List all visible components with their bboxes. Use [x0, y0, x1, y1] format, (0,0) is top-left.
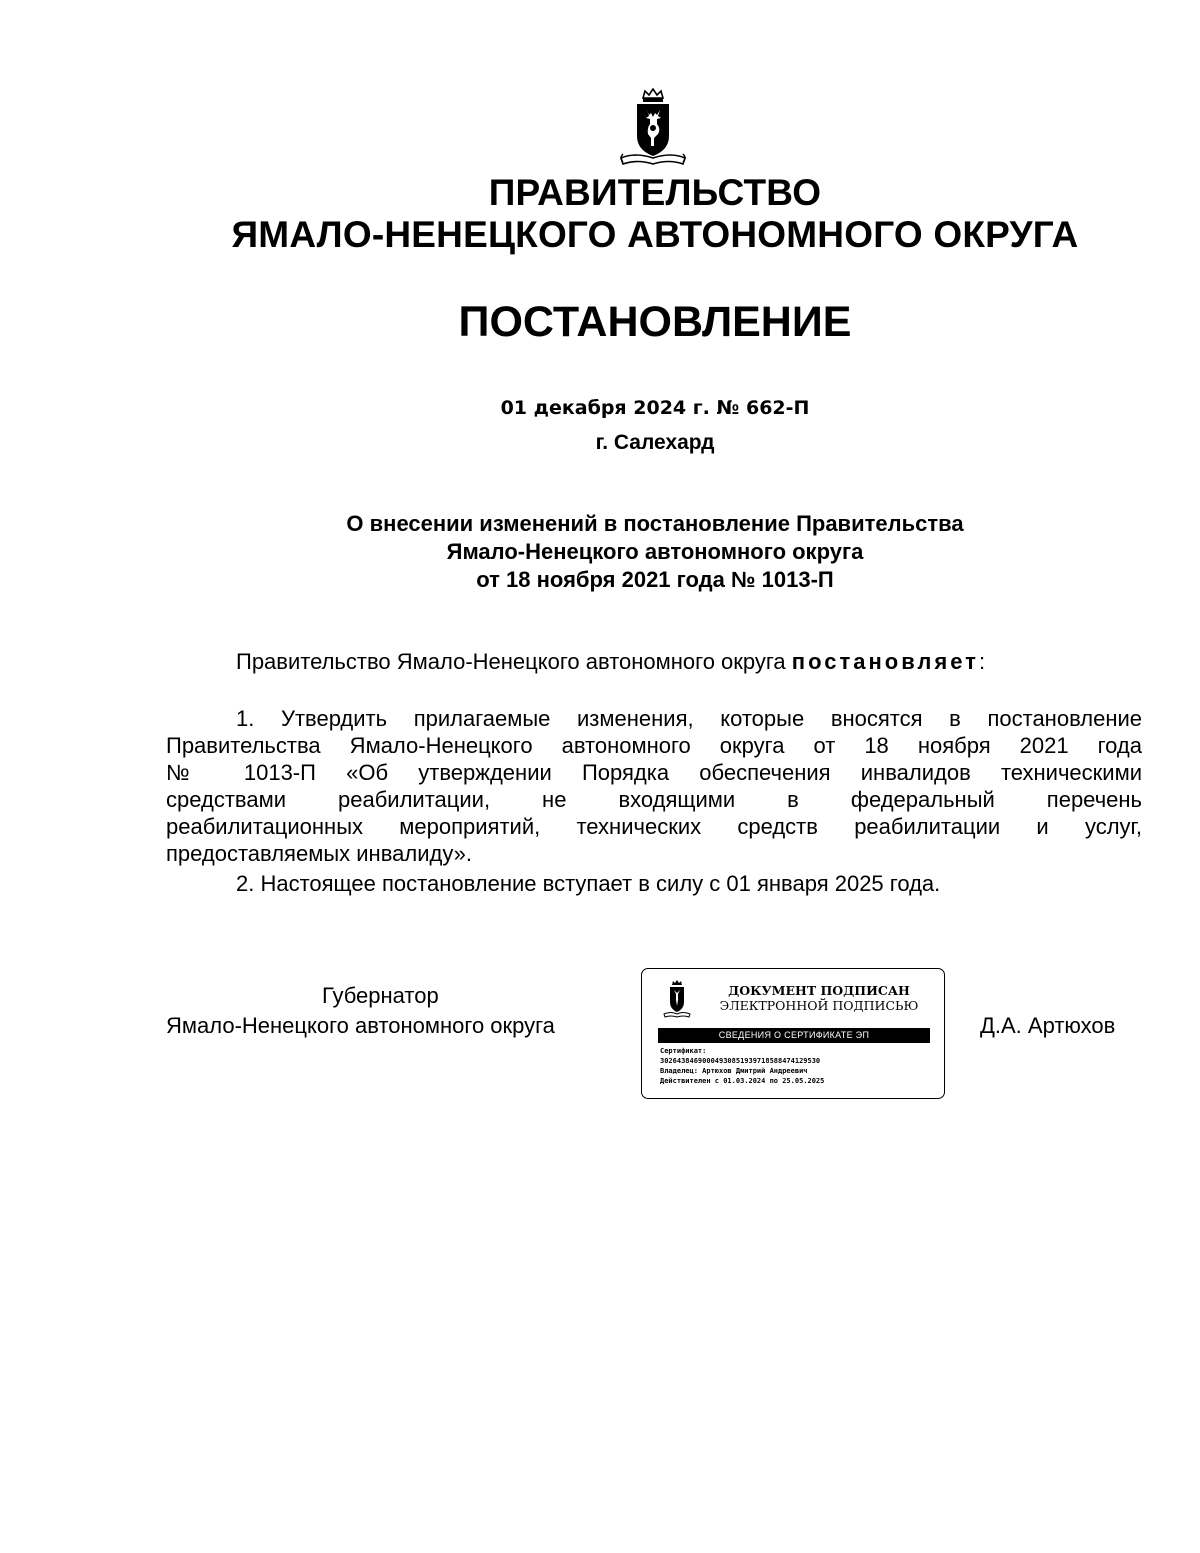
electronic-signature-stamp	[641, 968, 945, 1099]
subject-line: Ямало-Ненецкого автономного округа	[446, 539, 864, 564]
stamp-certificate-label: Сертификат:	[660, 1047, 707, 1055]
document-city: г. Салехард	[595, 431, 715, 454]
coat-of-arms-icon	[617, 88, 689, 170]
document-date-number: 01 декабря 2024 г. № 662-П	[500, 397, 810, 419]
paragraph-line: 1. Утвердить прилагаемые изменения, которые вносятся в постановление	[236, 706, 1142, 731]
intro-emphasis: постановляет	[791, 649, 979, 674]
resolution-intro	[236, 648, 985, 676]
paragraph-line: средствами реабилитации, не входящими в федеральный перечень	[166, 787, 1142, 812]
intro-suffix: :	[978, 649, 986, 674]
paragraph-line: Правительства Ямало-Ненецкого автономного округа от 18 ноября 2021 года	[166, 733, 1142, 758]
paragraph-line: № 1013-П «Об утверждении Порядка обеспечения инвалидов техническими	[166, 760, 1142, 785]
signatory-name: Д.А. Артюхов	[980, 1013, 1116, 1038]
paragraph-2	[236, 870, 1142, 897]
stamp-title-line1: ДОКУМЕНТ ПОДПИСАН	[728, 983, 910, 998]
paragraph-line: реабилитационных мероприятий, технических средств реабилитации и услуг,	[166, 814, 1142, 839]
stamp-validity: Действителен с 01.03.2024 по 25.05.2025	[660, 1077, 825, 1085]
government-title-line1: ПРАВИТЕЛЬСТВО	[488, 172, 822, 213]
paragraph-1	[166, 705, 1142, 867]
stamp-coat-of-arms-icon	[662, 980, 692, 1020]
signatory-title-line1: Губернатор	[322, 983, 439, 1008]
subject-line: от 18 ноября 2021 года № 1013-П	[476, 567, 834, 592]
paragraph-line: 2. Настоящее постановление вступает в силу с 01 января 2025 года.	[236, 871, 941, 896]
paragraph-line: предоставляемых инвалиду».	[166, 841, 472, 866]
document-type: ПОСТАНОВЛЕНИЕ	[458, 298, 852, 346]
intro-text: Правительство Ямало-Ненецкого автономного округа	[236, 649, 792, 674]
stamp-owner: Владелец: Артюхов Дмитрий Андреевич	[660, 1067, 808, 1075]
stamp-title-line2: ЭЛЕКТРОННОЙ ПОДПИСЬЮ	[719, 998, 919, 1013]
government-title-line2: ЯМАЛО-НЕНЕЦКОГО АВТОНОМНОГО ОКРУГА	[231, 214, 1079, 255]
subject-line: О внесении изменений в постановление Правительства	[346, 511, 964, 536]
signatory-title-line2: Ямало-Ненецкого автономного округа	[166, 1013, 555, 1038]
stamp-certificate-bar: СВЕДЕНИЯ О СЕРТИФИКАТЕ ЭП	[658, 1028, 930, 1043]
stamp-certificate-number: 302643846900049308519397185884741295З0	[660, 1057, 821, 1065]
document-subject	[160, 510, 1150, 594]
